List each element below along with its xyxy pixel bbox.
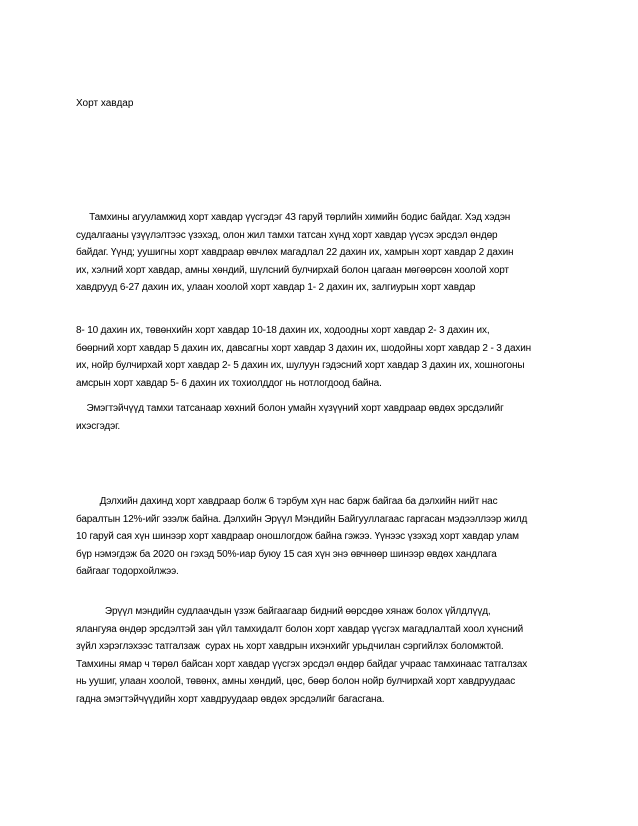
paragraph-risk-multipliers (76, 322, 568, 392)
text-line: Тамхины ямар ч төрөл байсан хорт хавдар үүсгэх эрсдэл өндөр байдаг учраас тамхинаас татгалзах (76, 658, 528, 670)
text-line: байгааг тодорхойлжээ. (76, 566, 179, 577)
paragraph-women-risk (76, 400, 568, 435)
text-line: гадна эмэгтэйчүүдийн хорт хавдруудаар өвдөх эрсдэлийг багасгана. (76, 693, 385, 705)
text-line: зүйл хэрэглэхээс татгалзаж сурах нь хорт хавдрын ихэнхийг урьдчилан сэргийлэх боломжтой. (76, 641, 504, 652)
text-line: баралтын 12%-ийг эзэлж байна. Дэлхийн Эрүүл Мэндийн Байгууллагаас гаргасан мэдээллээр жилд (76, 513, 528, 525)
text-line: хавдрууд 6-27 дахин их, улаан хоолой хорт хавдар 1- 2 дахин их, залгиурын хорт хавдар (76, 282, 476, 293)
text-line: 8- 10 дахин их, төвөнхийн хорт хавдар 10-18 дахин их, ходоодны хорт хавдар 2- 3 дахин их, (76, 325, 490, 336)
document-title: Хорт хавдар (76, 98, 134, 109)
text-line: нь уушиг, улаан хоолой, төвөнх, амны хөндий, цөс, бөөр болон нойр булчирхай хорт хавдруудаас (76, 676, 516, 687)
text-line: ихэсгэдэг. (76, 420, 120, 432)
text-line: Дэлхийн дахинд хорт хавдраар болж 6 тэрбум хүн нас барж байгаа ба дэлхийн нийт нас (76, 496, 498, 507)
text-line: амсрын хорт хавдар 5- 6 дахин их тохиолддог нь нотлогдоод байна. (76, 377, 382, 389)
text-line: байдаг. Үүнд; уушигны хорт хавдраар өвчлөх магадлал 22 дахин их, хамрын хорт хавдар 2 дахин (76, 247, 514, 258)
text-line: их, хэлний хорт хавдар, амны хөндий, шүлсний булчирхай болон цагаан мөгөөрсөн хоолой хорт (76, 264, 509, 276)
text-line: Тамхины агууламжид хорт хавдар үүсгэдэг 43 гаруй төрлийн химийн бодис байдаг. Хэд хэдэн (76, 212, 511, 223)
paragraph-carcinogens (76, 209, 568, 297)
text-line: Эрүүл мэндийн судлаачдын үзэж байгаагаар бидний өөрсдөө хянаж болох үйлдлүүд, (76, 606, 491, 617)
text-line: судалгааны үзүүлэлтээс үзэхэд, олон жил тамхи татсан хүнд хорт хавдар үүсэх эрсдэл өндөр (76, 229, 498, 241)
text-line: бөөрний хорт хавдар 5 дахин их, давсагны хорт хавдар 3 дахин их, шодойны хорт хавдар 2 - 3 дахин (76, 342, 532, 354)
text-line: ялангуяа өндөр эрсдэлтэй зан үйл тамхидалт болон хорт хавдар үүсгэх магадлалтай хоол хүнсний (76, 623, 524, 635)
paragraph-prevention (76, 603, 568, 708)
text-line: бүр нэмэгдэж ба 2020 он гэхэд 50%-иар буюу 15 сая хүн энэ өвчнөөр шинээр өвдөх хандлага (76, 548, 497, 560)
text-line: 10 гаруй сая хүн шинээр хорт хавдраар оношлогдож байна гэжээ. Үүнээс үзэхэд хорт хавдар улам (76, 531, 519, 542)
text-line: Эмэгтэйчүүд тамхи татсанаар хөхний болон умайн хүзүүний хорт хавдраар өвдөх эрсдэлийг (76, 403, 504, 414)
paragraph-global-statistics (76, 493, 568, 581)
text-line: их, нойр булчирхай хорт хавдар 2- 5 дахин их, шулуун гэдэсний хорт хавдар 3 дахин их, хошногоны (76, 360, 525, 371)
